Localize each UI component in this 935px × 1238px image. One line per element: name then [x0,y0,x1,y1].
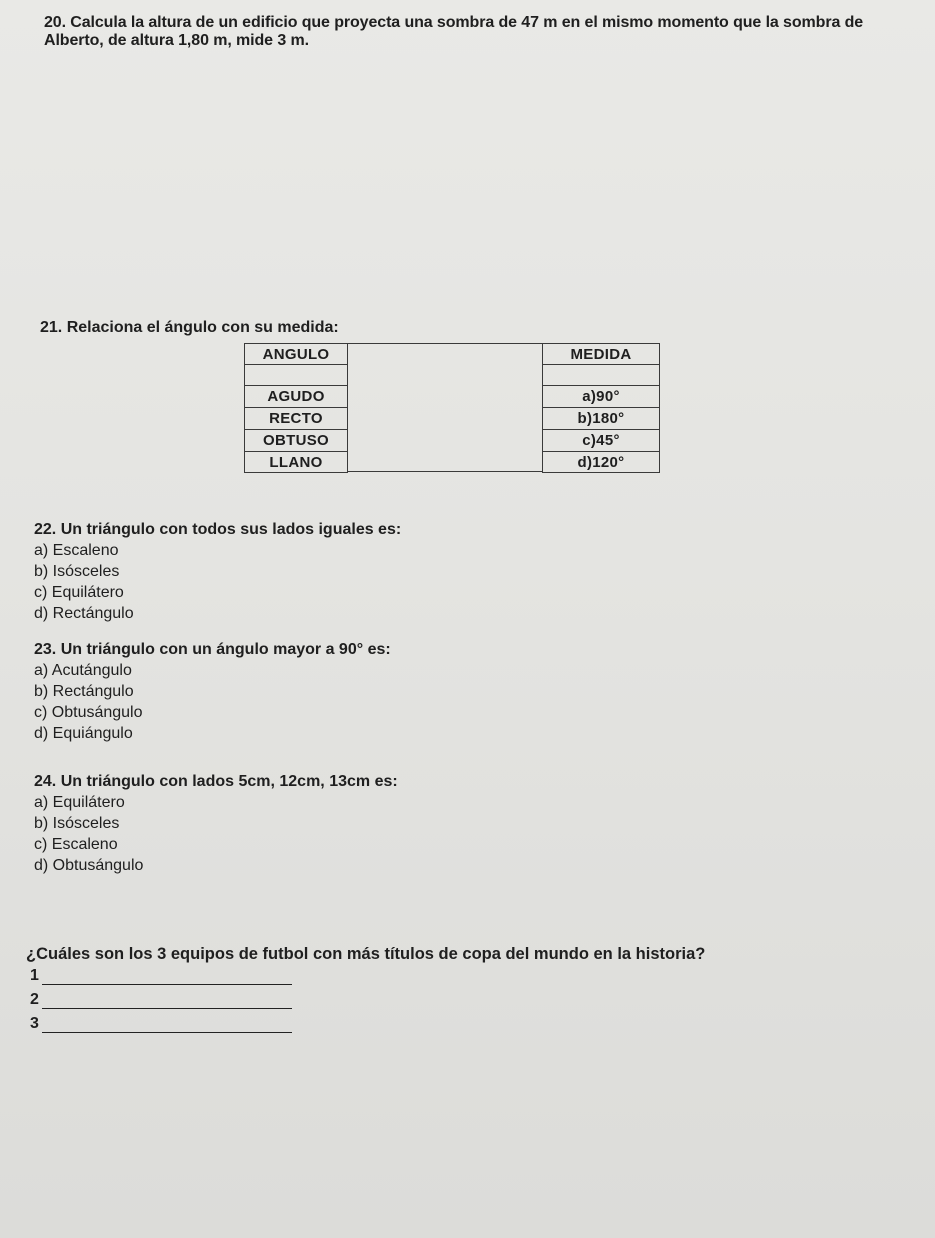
angle-matching-table [244,343,660,473]
answer-option[interactable]: b) Rectángulo [34,683,134,700]
answer-line[interactable] [26,964,296,988]
measure-cell: c)45° [542,430,660,452]
question-20 [44,14,904,50]
angle-blank-row [244,365,348,386]
answer-line-rule [42,1008,292,1009]
answer-line-rule [42,1032,292,1033]
measure-cell: b)180° [542,408,660,430]
answer-line[interactable] [26,988,296,1012]
measure-column [542,343,660,473]
answer-option[interactable]: a) Equilátero [34,794,125,811]
angle-cell: AGUDO [244,386,348,408]
measure-cell: a)90° [542,386,660,408]
answer-option[interactable]: b) Isósceles [34,563,120,580]
answer-option[interactable]: c) Equilátero [34,584,124,601]
angle-header: ANGULO [244,343,348,365]
bonus-question [26,944,705,1036]
question-23 [34,640,391,744]
angle-column [244,343,348,473]
answer-option[interactable]: d) Obtusángulo [34,857,144,874]
angle-cell: RECTO [244,408,348,430]
question-22 [34,520,401,624]
measure-blank-row [542,365,660,386]
answer-line-number: 2 [30,991,39,1008]
answer-line[interactable] [26,1012,296,1036]
table-bottom-rule [348,471,542,472]
question-22-text: 22. Un triángulo con todos sus lados iguales es: [34,521,402,538]
question-20-text: 20. Calcula la altura de un edificio que proyecta una sombra de 47 m en el mismo momento que la sombra de Alberto, de altura 1,80 m, mide 3 m. [44,14,864,49]
answer-option[interactable]: a) Acutángulo [34,662,132,679]
question-24 [34,772,398,876]
table-top-rule [348,343,542,344]
answer-option[interactable]: d) Equiángulo [34,725,133,742]
answer-option[interactable]: b) Isósceles [34,815,120,832]
answer-option[interactable]: c) Obtusángulo [34,704,143,721]
answer-line-rule [42,984,292,985]
answer-line-number: 3 [30,1015,39,1032]
answer-option[interactable]: d) Rectángulo [34,605,134,622]
bonus-question-text: ¿Cuáles son los 3 equipos de futbol con más títulos de copa del mundo en la historia? [26,945,706,963]
answer-option[interactable]: a) Escaleno [34,542,119,559]
answer-line-number: 1 [30,967,39,984]
question-21-text: 21. Relaciona el ángulo con su medida: [40,319,339,336]
answer-option[interactable]: c) Escaleno [34,836,118,853]
angle-cell: OBTUSO [244,430,348,452]
question-23-text: 23. Un triángulo con un ángulo mayor a 90° es: [34,641,391,658]
angle-cell: LLANO [244,452,348,473]
measure-header: MEDIDA [542,343,660,365]
question-21 [40,318,339,338]
measure-cell: d)120° [542,452,660,473]
question-24-text: 24. Un triángulo con lados 5cm, 12cm, 13cm es: [34,773,398,790]
